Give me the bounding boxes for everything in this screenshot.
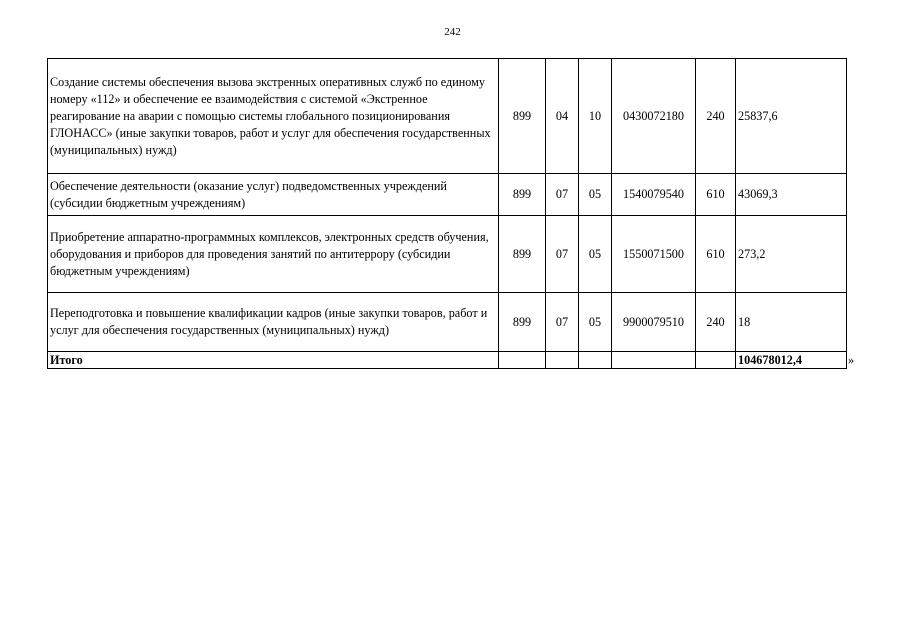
expense-type-code: 610 [696, 174, 736, 216]
total-amount: 104678012,4 [736, 352, 847, 369]
table-row [48, 216, 847, 293]
empty-cell [579, 352, 612, 369]
target-code: 1550071500 [612, 216, 696, 293]
expense-type-code: 610 [696, 216, 736, 293]
table-row [48, 174, 847, 216]
section-code: 07 [546, 293, 579, 352]
ministry-code: 899 [499, 216, 546, 293]
section-code: 04 [546, 59, 579, 174]
subsection-code: 10 [579, 59, 612, 174]
budget-table [47, 58, 847, 369]
subsection-code: 05 [579, 293, 612, 352]
empty-cell [696, 352, 736, 369]
empty-cell [546, 352, 579, 369]
row-name: Переподготовка и повышение квалификации кадров (иные закупки товаров, работ и услуг для обеспечения государственных (муниципальных) нужд) [48, 293, 499, 352]
amount: 18 [736, 293, 847, 352]
section-code: 07 [546, 216, 579, 293]
total-row [48, 352, 847, 369]
row-name: Обеспечение деятельности (оказание услуг) подведомственных учреждений (субсидии бюджетным учреждениям) [48, 174, 499, 216]
expense-type-code: 240 [696, 293, 736, 352]
subsection-code: 05 [579, 216, 612, 293]
table-row [48, 59, 847, 174]
subsection-code: 05 [579, 174, 612, 216]
target-code: 0430072180 [612, 59, 696, 174]
row-name: Создание системы обеспечения вызова экстренных оперативных служб по единому номеру «112» и обеспечение ее взаимодействия с системой «Экстренное реагирование на аварии с помощью системы глобального позиционирования ГЛОНАСС» (иные закупки товаров, работ и услуг для обеспечения государственных (муниципальных) нужд) [48, 59, 499, 174]
expense-type-code: 240 [696, 59, 736, 174]
empty-cell [612, 352, 696, 369]
target-code: 9900079510 [612, 293, 696, 352]
ministry-code: 899 [499, 293, 546, 352]
closing-quote: » [848, 353, 855, 367]
amount: 43069,3 [736, 174, 847, 216]
page-number: 242 [444, 26, 461, 38]
total-label: Итого [48, 352, 499, 369]
amount: 273,2 [736, 216, 847, 293]
section-code: 07 [546, 174, 579, 216]
amount: 25837,6 [736, 59, 847, 174]
ministry-code: 899 [499, 174, 546, 216]
target-code: 1540079540 [612, 174, 696, 216]
table-row [48, 293, 847, 352]
row-name: Приобретение аппаратно-программных комплексов, электронных средств обучения, оборудования и приборов для проведения занятий по антитеррору (субсидии бюджетным учреждениям) [48, 216, 499, 293]
ministry-code: 899 [499, 59, 546, 174]
empty-cell [499, 352, 546, 369]
